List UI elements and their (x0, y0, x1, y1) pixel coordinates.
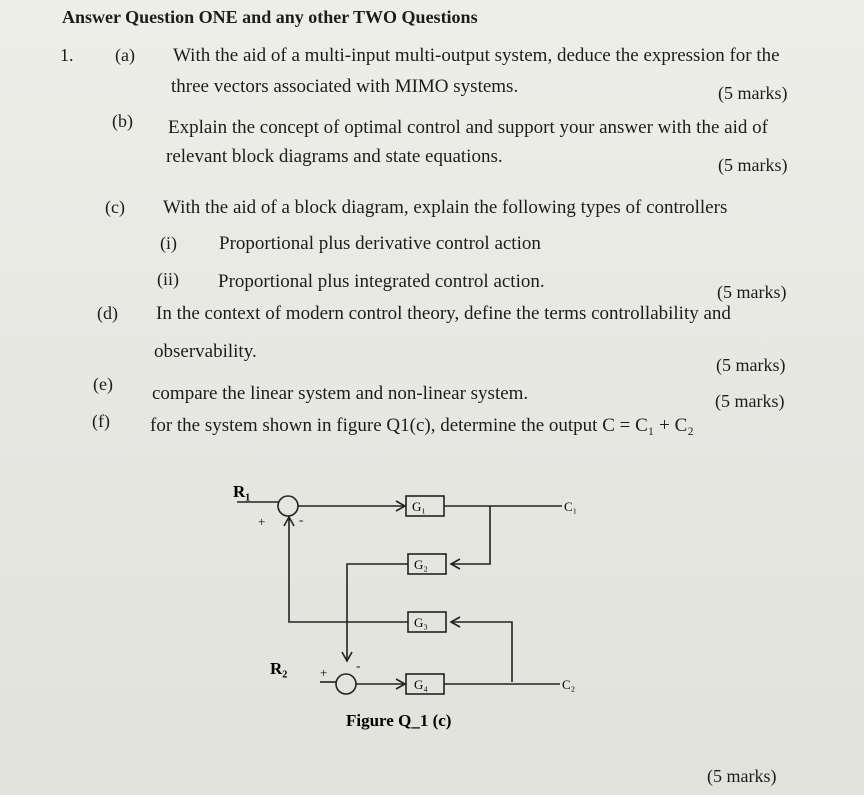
part-e-line-1: compare the linear system and non-linear system. (152, 383, 529, 404)
feedback-to-g2-line (452, 506, 490, 564)
part-c-ii-label: (ii) (157, 269, 179, 289)
part-d-marks: (5 marks) (716, 355, 786, 375)
part-b-line-2: relevant block diagrams and state equations. (166, 146, 503, 167)
sum2-minus-sign: - (356, 658, 361, 673)
g2-to-sum2-line (347, 564, 408, 660)
part-b-marks: (5 marks) (718, 155, 788, 175)
part-a-label: (a) (115, 45, 135, 65)
part-d-label: (d) (97, 303, 118, 323)
part-c-i-text: Proportional plus derivative control action (219, 233, 541, 254)
part-a-marks: (5 marks) (718, 83, 788, 103)
part-f-label: (f) (92, 411, 110, 431)
sum2-plus-sign: + (320, 665, 328, 680)
part-d-line-1: In the context of modern control theory, define the terms controllability and (156, 303, 731, 324)
part-a-line-1: With the aid of a multi-input multi-output system, deduce the expression for the (173, 45, 780, 66)
g2-label: G₂ (414, 557, 428, 572)
figure-caption: Figure Q_1 (c) (346, 711, 452, 730)
sum1-minus-sign: - (299, 512, 304, 527)
g1-label: G₁ (412, 499, 426, 514)
summing-junction-2 (336, 674, 356, 694)
sum1-plus-sign: + (258, 514, 266, 529)
part-c-i-label: (i) (160, 233, 177, 253)
part-b-line-1: Explain the concept of optimal control and support your answer with the aid of (168, 117, 768, 138)
part-c-line-1: With the aid of a block diagram, explain the following types of controllers (163, 197, 728, 218)
part-c-marks: (5 marks) (717, 282, 787, 302)
part-e-marks: (5 marks) (715, 391, 785, 411)
instructions-header: Answer Question ONE and any other TWO Questions (62, 7, 478, 27)
c2-label: C₂ (562, 677, 576, 692)
g3-label: G₃ (414, 615, 428, 630)
part-e-label: (e) (93, 374, 113, 394)
g4-label: G₄ (414, 677, 428, 692)
question-number: 1. (60, 45, 74, 65)
feedback-to-g3-line (452, 622, 512, 682)
part-a-line-2: three vectors associated with MIMO systems. (171, 76, 519, 97)
part-f-line-1: for the system shown in figure Q1(c), determine the output C = C₁ + C₂ (150, 415, 694, 436)
c1-label: C₁ (564, 499, 578, 514)
part-d-line-2: observability. (154, 341, 257, 362)
summing-junction-1 (278, 496, 298, 516)
part-c-ii-text: Proportional plus integrated control action. (218, 271, 545, 292)
part-c-label: (c) (105, 197, 125, 217)
part-b-label: (b) (112, 111, 133, 131)
r1-label: R₁ (233, 482, 251, 501)
g3-to-sum1-line (289, 518, 408, 622)
final-marks: (5 marks) (707, 766, 777, 786)
r2-label: R₂ (270, 659, 288, 678)
